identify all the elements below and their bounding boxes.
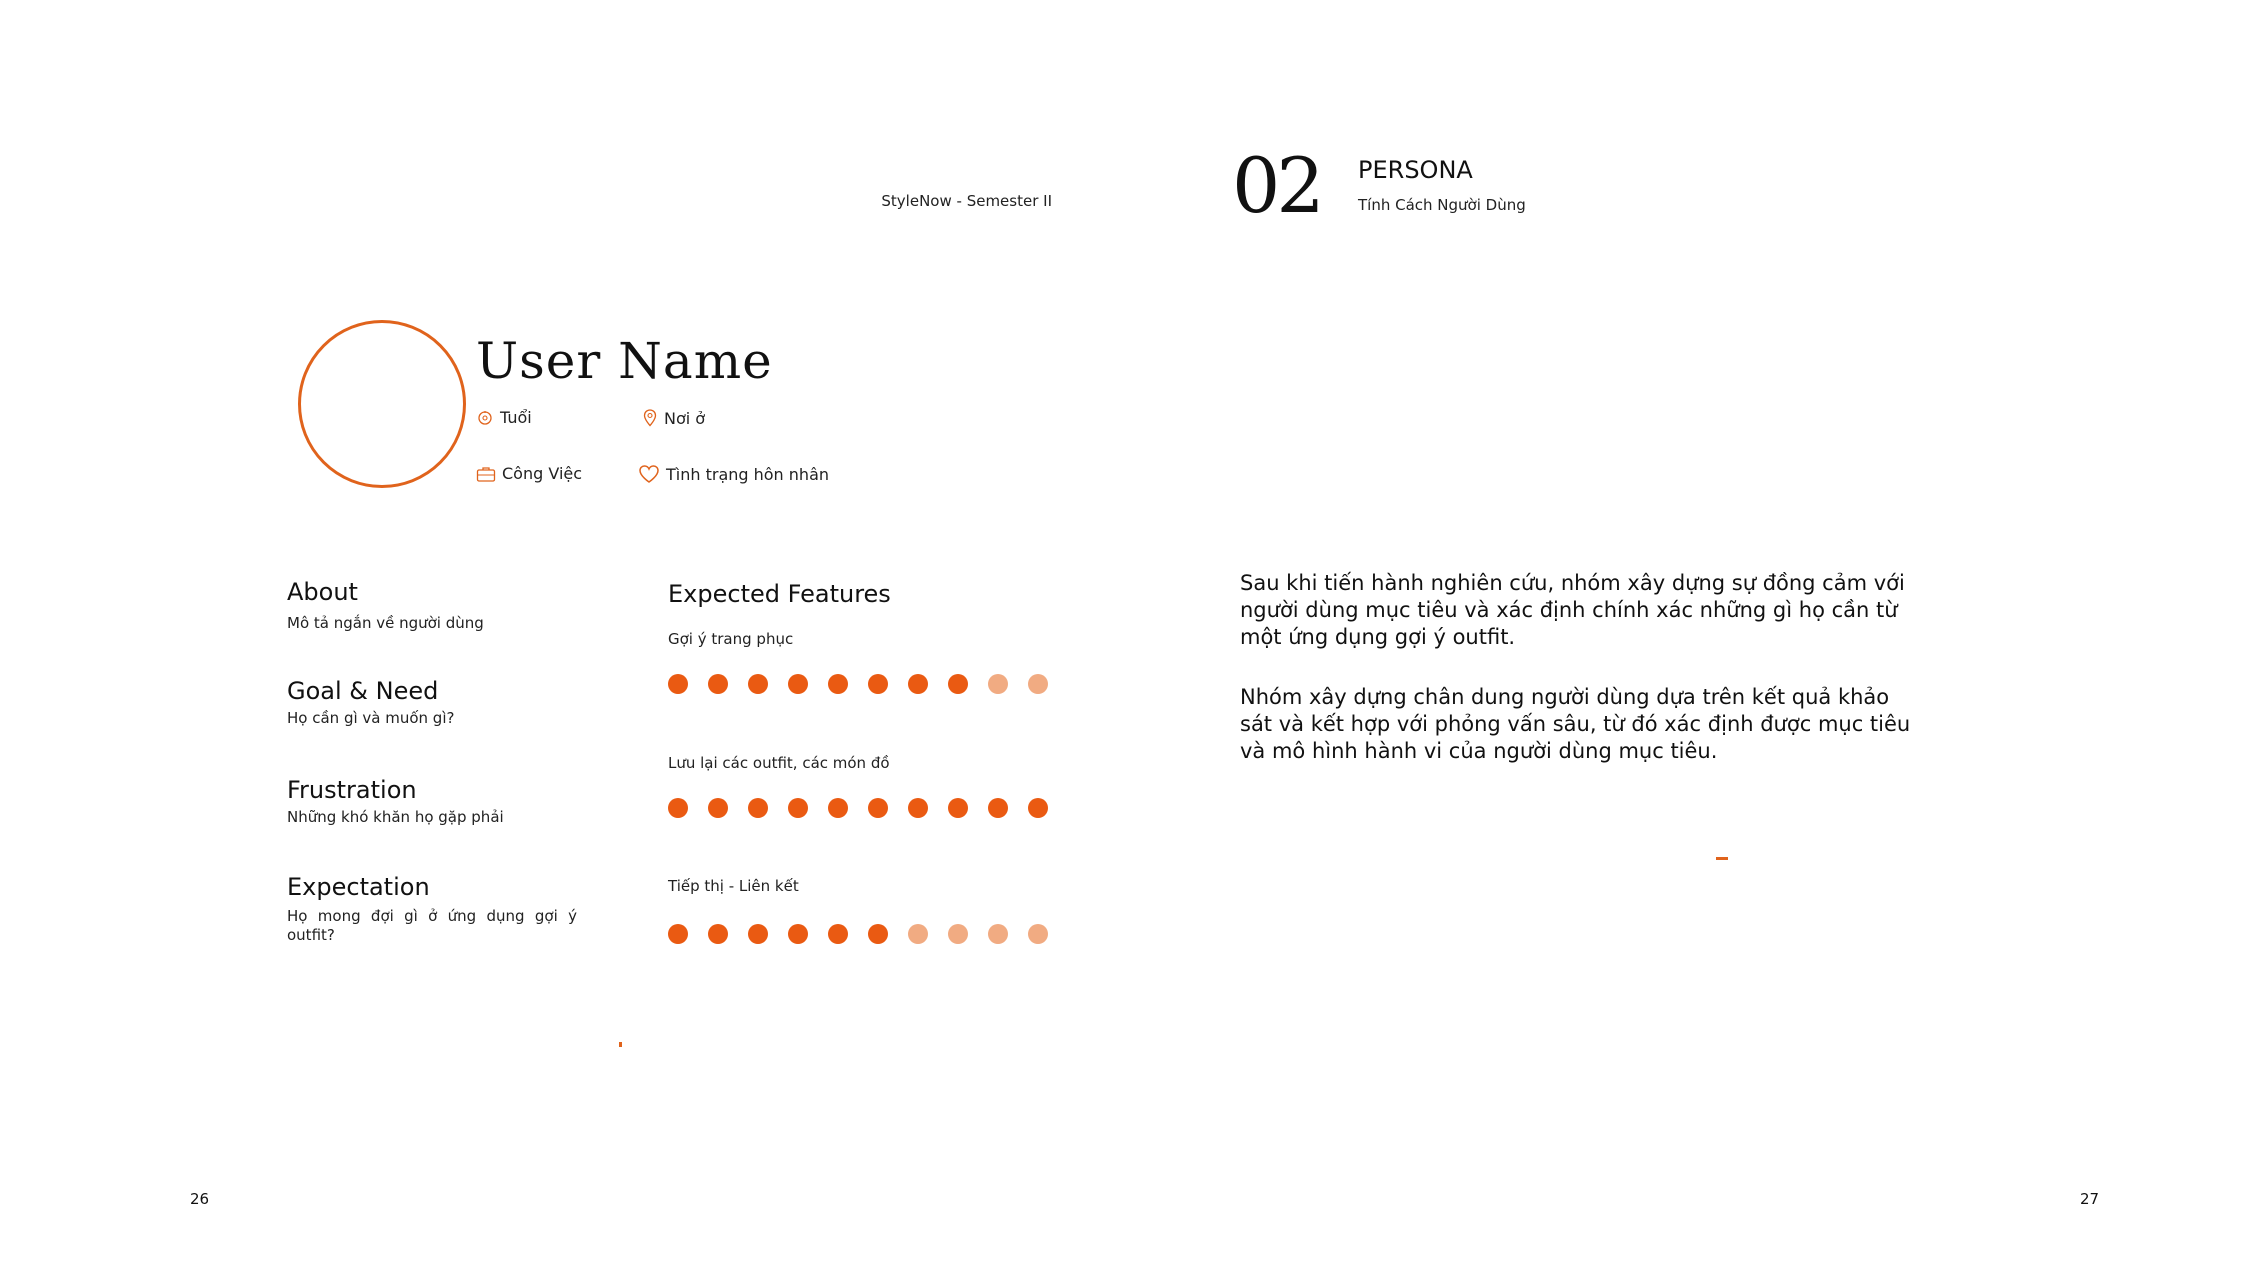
rating-dot-filled: [748, 924, 768, 944]
location-pin-icon: [642, 408, 658, 428]
rating-dot-filled: [828, 924, 848, 944]
document-title: StyleNow - Semester II: [881, 192, 1052, 210]
rating-dot-filled: [708, 798, 728, 818]
rating-dot-empty: [1028, 674, 1048, 694]
section-heading: Goal & Need: [287, 677, 439, 705]
feature-rating-save-outfits: [668, 798, 1048, 818]
rating-dot-empty: [1028, 924, 1048, 944]
rating-dot-filled: [868, 798, 888, 818]
rating-dot-empty: [988, 924, 1008, 944]
rating-dot-filled: [748, 674, 768, 694]
rating-dot-empty: [948, 924, 968, 944]
body-paragraph-1: Sau khi tiến hành nghiên cứu, nhóm xây dựng sự đồng cảm với người dùng mục tiêu và xác định chính xác những gì họ cần từ một ứng dụng gợi ý outfit.: [1240, 571, 1905, 649]
rating-dot-filled: [668, 798, 688, 818]
rating-dot-filled: [1028, 798, 1048, 818]
rating-dot-filled: [868, 674, 888, 694]
age-label: Tuổi: [500, 408, 532, 427]
section-frustration: [287, 776, 504, 827]
rating-dot-filled: [828, 798, 848, 818]
expected-features-title: Expected Features: [668, 580, 891, 608]
accent-mark: [1716, 857, 1728, 860]
section-heading: Frustration: [287, 776, 417, 804]
section-description: Những khó khăn họ gặp phải: [287, 808, 504, 826]
rating-dot-filled: [708, 674, 728, 694]
section-description: Mô tả ngắn về người dùng: [287, 614, 484, 632]
rating-dot-filled: [748, 798, 768, 818]
rating-dot-filled: [668, 674, 688, 694]
rating-dot-filled: [788, 798, 808, 818]
rating-dot-empty: [908, 924, 928, 944]
rating-dot-filled: [708, 924, 728, 944]
section-heading: Expectation: [287, 873, 430, 901]
rating-dot-filled: [988, 798, 1008, 818]
rating-dot-filled: [828, 674, 848, 694]
page-number-right: 27: [2080, 1190, 2100, 1208]
section-expectation: [287, 873, 577, 945]
body-paragraph-2: Nhóm xây dựng chân dung người dùng dựa trên kết quả khảo sát và kết hợp với phỏng vấn sâu, từ đó xác định được mục tiêu và mô hình hành vi của người dùng mục tiêu.: [1240, 685, 1911, 763]
heart-icon: [638, 464, 660, 484]
info-job: [476, 464, 582, 483]
feature-label: Tiếp thị - Liên kết: [668, 877, 799, 895]
rating-dot-filled: [908, 674, 928, 694]
section-heading: About: [287, 578, 358, 606]
rating-dot-filled: [788, 674, 808, 694]
rating-dot-filled: [948, 798, 968, 818]
feature-label: Gợi ý trang phục: [668, 630, 794, 648]
section-description: Họ cần gì và muốn gì?: [287, 709, 455, 727]
info-age: [476, 408, 532, 427]
feature-rating-outfit-suggestion: [668, 674, 1048, 694]
feature-rating-marketing-links: [668, 924, 1048, 944]
section-subtitle: Tính Cách Người Dùng: [1358, 196, 1526, 214]
location-label: Nơi ở: [664, 408, 706, 428]
info-location: [642, 408, 705, 428]
user-name: User Name: [476, 332, 773, 390]
age-icon: [476, 409, 494, 427]
job-label: Công Việc: [502, 464, 583, 483]
rating-dot-filled: [908, 798, 928, 818]
feature-label: Lưu lại các outfit, các món đồ: [668, 754, 890, 772]
section-title: PERSONA: [1358, 156, 1473, 184]
marital-label: Tình trạng hôn nhân: [666, 464, 830, 484]
rating-dot-empty: [988, 674, 1008, 694]
avatar-placeholder: [298, 320, 466, 488]
rating-dot-filled: [788, 924, 808, 944]
briefcase-icon: [476, 465, 496, 483]
rating-dot-filled: [868, 924, 888, 944]
info-marital-status: [638, 464, 829, 484]
section-about: [287, 578, 484, 633]
section-number: 02: [1232, 141, 1321, 230]
page-number-left: 26: [190, 1190, 210, 1208]
rating-dot-filled: [948, 674, 968, 694]
section-description: Họ mong đợi gì ở ứng dụng gợi ý outfit?: [287, 907, 577, 944]
section-goal-need: [287, 677, 454, 728]
accent-mark: [619, 1042, 622, 1047]
rating-dot-filled: [668, 924, 688, 944]
